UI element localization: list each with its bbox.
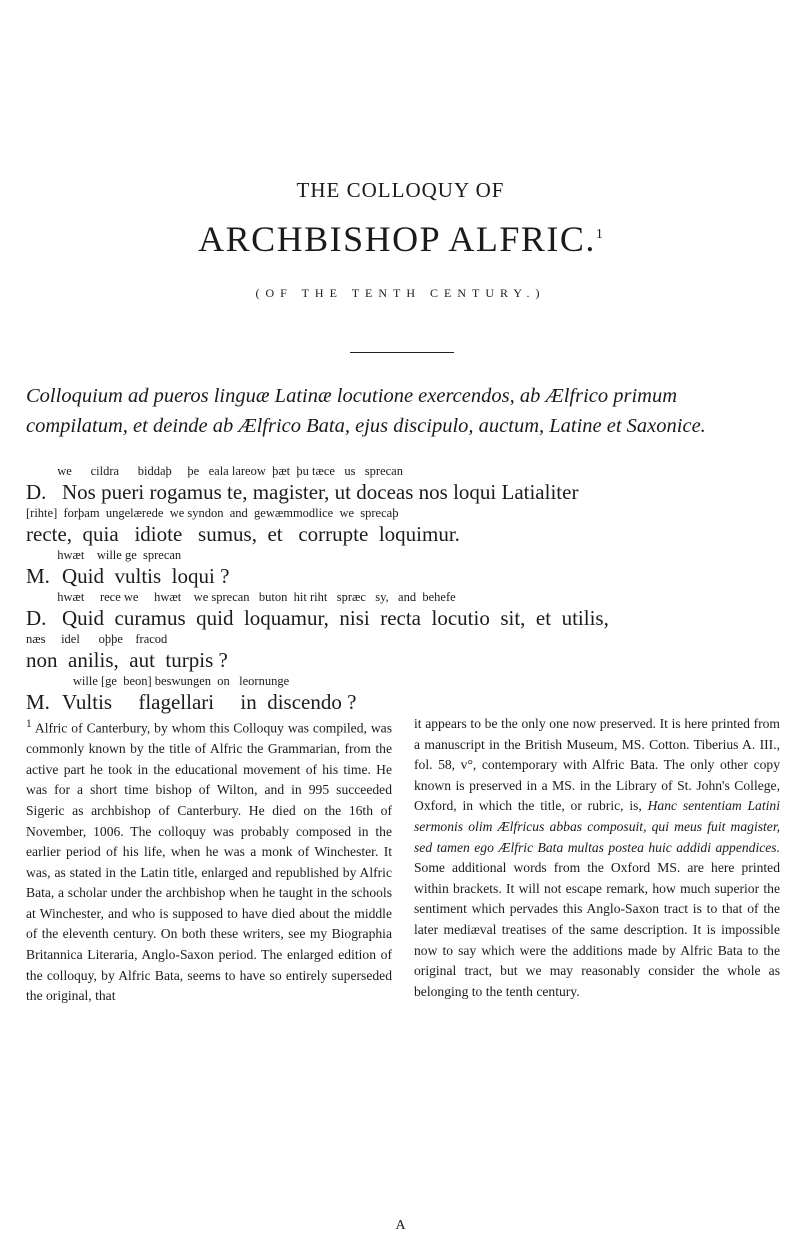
latin-text: Vultis flagellari in discendo ? xyxy=(62,690,357,714)
latin-intro: Colloquium ad pueros linguæ Latinæ locutione exercendos, ab Ælfrico primum compilatum, et deinde ab Ælfrico Bata, ejus discipulo, auctum, Latine et Saxonice. xyxy=(26,385,706,437)
century-subtitle: (OF THE TENTH CENTURY.) xyxy=(255,286,546,300)
footnote-column-left xyxy=(26,714,392,1007)
dialogue-line-5 xyxy=(26,632,781,672)
footnote-text-right-a: it appears to be the only one now preserved. It is here printed from a manuscript in the British Museum, MS. Cotton. Tiberius A. III., fol. 58, v°, contemporary with Alfric Bata. The only other copy known is preserved in a MS. in the Library of St. John's College, Oxford, in which the title, or rubric, is, xyxy=(414,716,780,814)
latin-line xyxy=(26,648,781,672)
old-english-gloss: [rihte] forþam ungelærede we syndon and gewæmmodlice we sprecaþ xyxy=(26,506,399,520)
pre-title: THE COLLOQUY OF xyxy=(296,178,505,202)
dialogue-line-4 xyxy=(26,590,781,630)
footnote-text-left: Alfric of Canterbury, by whom this Colloquy was compiled, was commonly known by the title of Alfric the Grammarian, from the active part he took in the educational movement of his time. He was for a short time bishop of Wilton, and in 995 succeeded Sigeric as archbishop of Canterbury. He died on the 16th of November, 1006. The colloquy was probably composed in the earlier period of his life, when he was a monk of Winchester. It was, as stated in the Latin title, enlarged and republished by Alfric Bata, a scholar under the archbishop when he taught in the schools at Winchester, and who is supposed to have died about the middle of the eleventh century. On both these writers, see my Biographia Britannica Literaria, Anglo-Saxon period. The enlarged edition of the colloquy, by Alfric Bata, seems to have so entirely superseded the original, that xyxy=(26,720,392,1004)
old-english-gloss: hwæt rece we hwæt we sprecan buton hit riht spræc sy, and behefe xyxy=(26,590,456,604)
latin-line xyxy=(26,606,781,630)
divider-rule xyxy=(350,352,454,353)
footnote-column-right xyxy=(414,714,780,1007)
dialogue-line-2 xyxy=(26,506,781,546)
speaker-label: M. xyxy=(26,690,50,714)
footnote-ref: 1 xyxy=(595,227,603,242)
old-english-gloss: hwæt wille ge sprecan xyxy=(26,548,182,562)
latin-line xyxy=(26,564,781,588)
footnote-marker: 1 xyxy=(26,718,32,730)
old-english-gloss: næs idel oþþe fracod xyxy=(26,632,168,646)
dialogue-line-1 xyxy=(26,464,781,504)
footnote xyxy=(26,714,780,1007)
footnote-text-right-b: Some additional words from the Oxford MS. are here printed within brackets. It will not escape remark, how much superior the sentiment which pervades this Anglo-Saxon tract is to that of the later mediæval treatises of the same description. It is impossible now to say which were the additions made by Alfric Bata to the original tract, but we may reasonably consider the whole as belonging to the tenth century. xyxy=(414,860,780,999)
latin-text: Quid vultis loqui ? xyxy=(62,564,230,588)
old-english-gloss: wille [ge beon] beswungen on leornunge xyxy=(26,674,290,688)
speaker-label: D. xyxy=(26,480,47,504)
latin-text: recte, quia idiote sumus, et corrupte loquimur. xyxy=(26,522,460,546)
speaker-label: M. xyxy=(26,564,50,588)
latin-line xyxy=(26,480,781,504)
latin-line xyxy=(26,522,781,546)
latin-text: Quid curamus quid loquamur, nisi recta locutio sit, et utilis, xyxy=(62,606,609,630)
page-title xyxy=(0,218,801,260)
latin-text: non anilis, aut turpis ? xyxy=(26,648,228,672)
title-text: ARCHBISHOP ALFRIC. xyxy=(198,219,596,259)
footnote-rubric: Hanc sententiam Latini sermonis olim Ælfricus abbas composuit, qui meus fuit magister, sed tamen ego Ælfric Bata multas postea huic addidi appendices. xyxy=(414,798,780,855)
latin-text: Nos pueri rogamus te, magister, ut doceas nos loqui Latialiter xyxy=(62,480,579,504)
dialogue-line-3 xyxy=(26,548,781,588)
old-english-gloss: we cildra biddaþ þe eala lareow þæt þu tæce us sprecan xyxy=(26,464,403,478)
latin-line xyxy=(26,690,781,714)
speaker-label: D. xyxy=(26,606,47,630)
signature-mark: A xyxy=(395,1218,406,1233)
dialogue-line-6 xyxy=(26,674,781,714)
